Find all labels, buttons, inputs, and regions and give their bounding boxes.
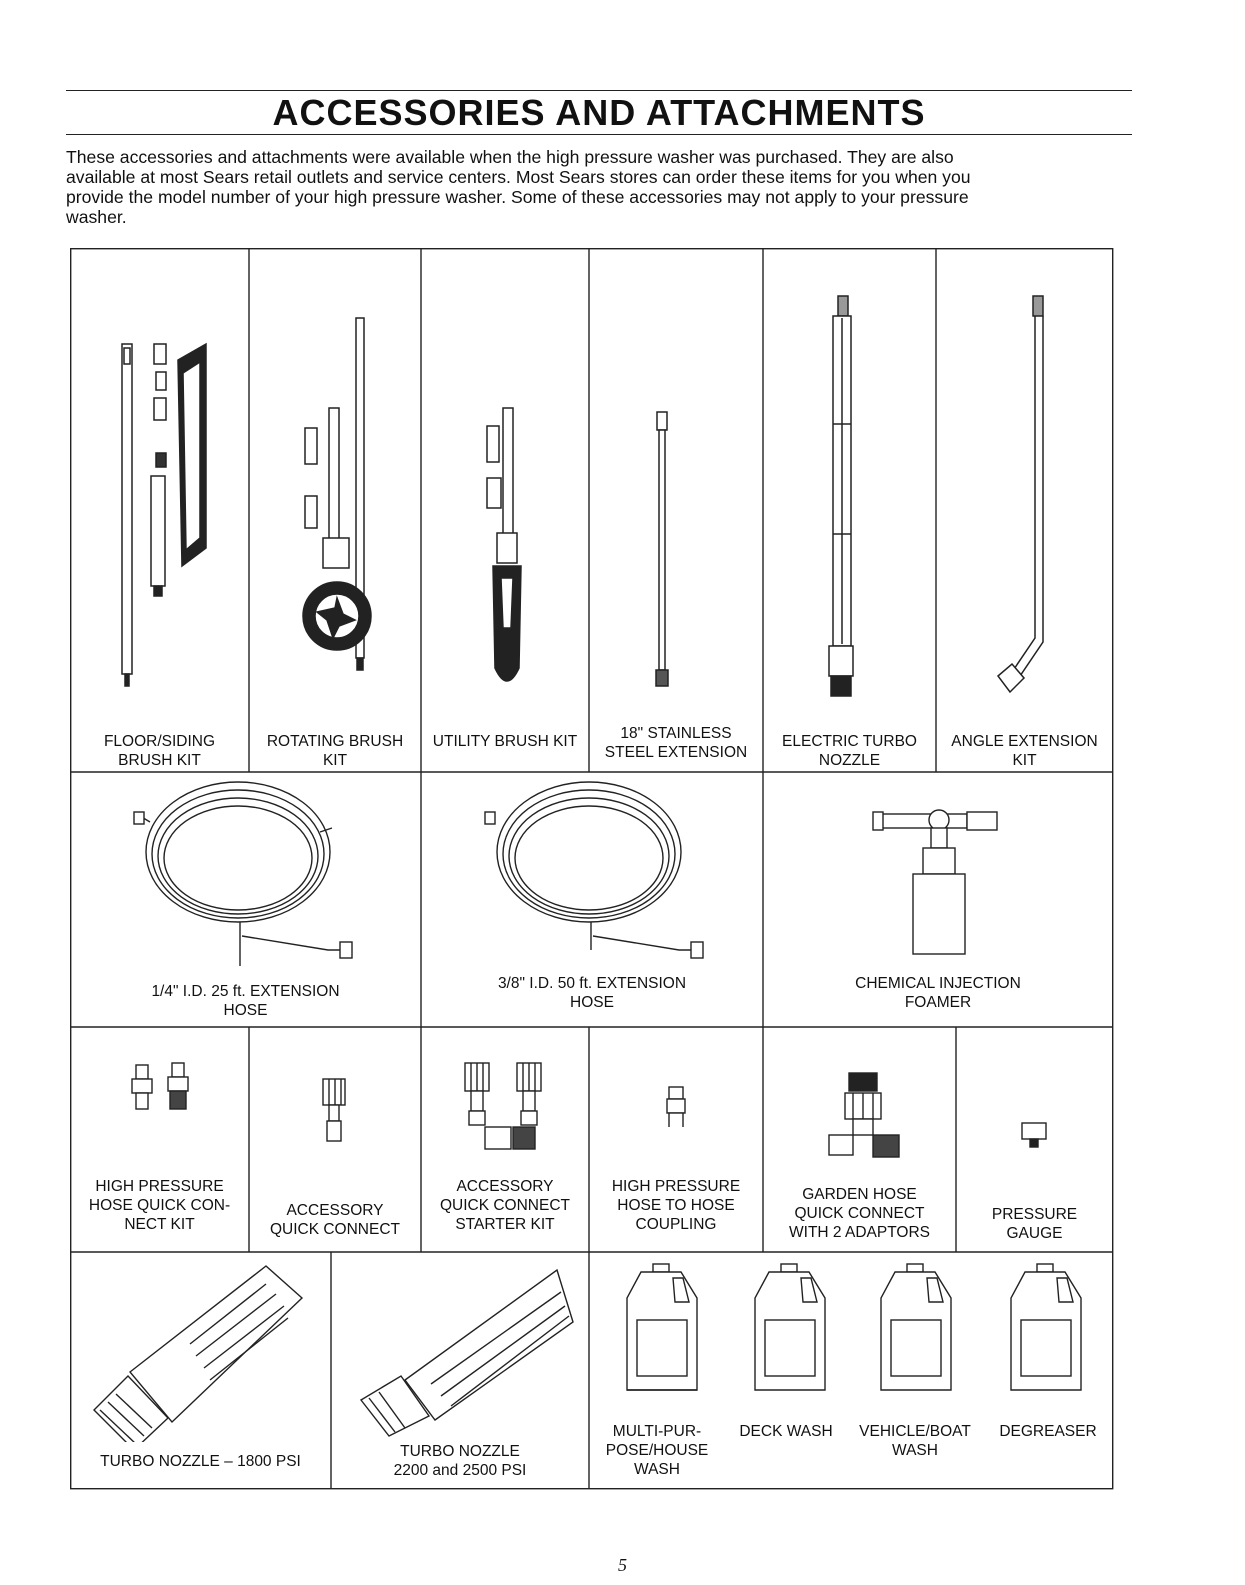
accessories-grid <box>70 248 1136 1512</box>
label-line: TURBO NOZZLE – 1800 PSI <box>100 1453 301 1470</box>
item-label <box>249 1201 421 1239</box>
label-line: STARTER KIT <box>455 1216 555 1233</box>
jug-illustration <box>725 1252 847 1412</box>
turbo-nozzle-2200-illustration <box>331 1252 589 1442</box>
angle-extension-kit-illustration <box>936 248 1113 718</box>
label-line: ELECTRIC TURBO <box>782 733 917 750</box>
item-label <box>983 1422 1113 1441</box>
item-label <box>249 732 421 770</box>
item-label <box>847 1422 983 1460</box>
label-line: NOZZLE <box>818 752 881 769</box>
item-label <box>589 724 763 762</box>
label-line: WASH <box>634 1461 680 1478</box>
item-label <box>421 732 589 751</box>
item-stainless-steel-extension <box>589 248 763 772</box>
label-line: NECT KIT <box>124 1216 195 1233</box>
label-line: BRUSH KIT <box>118 752 201 769</box>
item-label <box>725 1422 847 1441</box>
label-line: HOSE <box>223 1002 268 1019</box>
item-label <box>70 1452 331 1471</box>
hp-quick-connect-kit-illustration <box>70 1027 249 1127</box>
item-accessory-quick-connect <box>249 1027 421 1252</box>
jug-illustration <box>589 1252 725 1412</box>
pressure-gauge-illustration <box>956 1027 1113 1157</box>
item-50ft-extension-hose <box>421 772 763 1027</box>
intro-line: washer. <box>66 207 127 227</box>
label-line: ACCESSORY <box>456 1178 554 1195</box>
label-line: GAUGE <box>1006 1225 1063 1242</box>
label-line: ANGLE EXTENSION <box>951 733 1098 750</box>
garden-hose-quick-connect-illustration <box>763 1027 956 1177</box>
item-turbo-nozzle-1800 <box>70 1252 331 1488</box>
item-label <box>936 732 1113 770</box>
label-line: POSE/HOUSE <box>605 1442 709 1459</box>
item-label <box>70 732 249 770</box>
item-label <box>956 1205 1113 1243</box>
page-number: 5 <box>618 1555 627 1575</box>
item-high-pressure-hose-quick-connect-kit <box>70 1027 249 1252</box>
item-turbo-nozzle-2200-2500 <box>331 1252 589 1488</box>
label-line: HOSE QUICK CON- <box>88 1197 231 1214</box>
intro-line: These accessories and attachments were available when the high pressure washer was purchased. They are also <box>66 147 954 167</box>
label-line: 1/4" I.D. 25 ft. EXTENSION <box>151 983 340 1000</box>
intro-line: available at most Sears retail outlets and service centers. Most Sears stores can order these items for you when you <box>66 167 971 187</box>
item-label <box>763 1185 956 1242</box>
item-label <box>70 1177 249 1234</box>
label-line: HIGH PRESSURE <box>95 1178 224 1195</box>
title-rule <box>66 134 1132 135</box>
label-line: HIGH PRESSURE <box>611 1178 741 1195</box>
label-line: VEHICLE/BOAT <box>859 1423 971 1440</box>
item-label <box>70 982 421 1020</box>
label-line: DEGREASER <box>999 1423 1097 1440</box>
label-line: MULTI-PUR- <box>612 1423 702 1440</box>
item-electric-turbo-nozzle <box>763 248 936 772</box>
item-chemical-injection-foamer <box>763 772 1113 1027</box>
label-line: CHEMICAL INJECTION <box>855 975 1021 992</box>
item-label <box>421 974 763 1012</box>
chemical-injection-foamer-illustration <box>763 772 1113 972</box>
label-line: FOAMER <box>904 994 972 1011</box>
label-line: 3/8" I.D. 50 ft. EXTENSION <box>497 975 687 992</box>
jug-illustration <box>983 1252 1113 1412</box>
item-accessory-quick-connect-starter-kit <box>421 1027 589 1252</box>
label-line: TURBO NOZZLE <box>400 1443 520 1460</box>
rotating-brush-kit-illustration <box>249 248 421 718</box>
item-floor-siding-brush-kit <box>70 248 249 772</box>
top-rule <box>66 90 1132 91</box>
label-line: GARDEN HOSE <box>802 1186 917 1203</box>
label-line: COUPLING <box>635 1216 717 1233</box>
label-line: ROTATING BRUSH <box>266 733 404 750</box>
page-title: ACCESSORIES AND ATTACHMENTS <box>272 92 926 133</box>
label-line: UTILITY BRUSH KIT <box>432 733 578 750</box>
utility-brush-kit-illustration <box>421 248 589 718</box>
extension-hose-50ft-illustration <box>421 772 763 972</box>
intro-line: provide the model number of your high pressure washer. Some of these accessories may not apply to your pressure <box>66 187 969 207</box>
item-utility-brush-kit <box>421 248 589 772</box>
item-label <box>763 974 1113 1012</box>
label-line: WASH <box>892 1442 938 1459</box>
label-line: QUICK CONNECT <box>269 1221 401 1238</box>
item-garden-hose-quick-connect <box>763 1027 956 1252</box>
label-line: HOSE <box>570 994 614 1011</box>
label-line: HOSE TO HOSE <box>617 1197 735 1214</box>
turbo-nozzle-1800-illustration <box>70 1252 331 1442</box>
item-label <box>331 1442 589 1480</box>
intro-paragraph <box>66 147 1132 227</box>
item-vehicle-boat-wash <box>847 1252 983 1488</box>
label-line: 18" STAINLESS <box>620 725 732 742</box>
label-line: FLOOR/SIDING <box>103 733 216 750</box>
item-degreaser <box>983 1252 1113 1488</box>
hose-coupling-illustration <box>589 1027 763 1127</box>
electric-turbo-nozzle-illustration <box>763 248 936 718</box>
floor-siding-brush-kit-illustration <box>70 248 249 718</box>
jug-illustration <box>847 1252 983 1412</box>
item-multi-purpose-house-wash <box>589 1252 725 1488</box>
item-label <box>763 732 936 770</box>
item-label <box>589 1177 763 1234</box>
starter-kit-illustration <box>421 1027 589 1167</box>
item-25ft-extension-hose <box>70 772 421 1027</box>
item-rotating-brush-kit <box>249 248 421 772</box>
item-angle-extension-kit <box>936 248 1113 772</box>
label-line: STEEL EXTENSION <box>604 744 748 761</box>
item-label <box>589 1422 725 1479</box>
item-deck-wash <box>725 1252 847 1488</box>
label-line: KIT <box>1012 752 1037 769</box>
label-line: QUICK CONNECT <box>794 1205 925 1222</box>
label-line: QUICK CONNECT <box>439 1197 571 1214</box>
stainless-steel-extension-illustration <box>589 248 763 718</box>
label-line: 2200 and 2500 PSI <box>393 1462 527 1479</box>
item-pressure-gauge <box>956 1027 1113 1252</box>
accessory-quick-connect-illustration <box>249 1027 421 1147</box>
label-line: KIT <box>322 752 348 769</box>
item-high-pressure-hose-coupling <box>589 1027 763 1252</box>
label-line: ACCESSORY <box>286 1202 384 1219</box>
label-line: PRESSURE <box>991 1206 1078 1223</box>
label-line: WITH 2 ADAPTORS <box>789 1224 930 1241</box>
item-label <box>421 1177 589 1234</box>
extension-hose-25ft-illustration <box>70 772 421 972</box>
label-line: DECK WASH <box>739 1423 833 1440</box>
